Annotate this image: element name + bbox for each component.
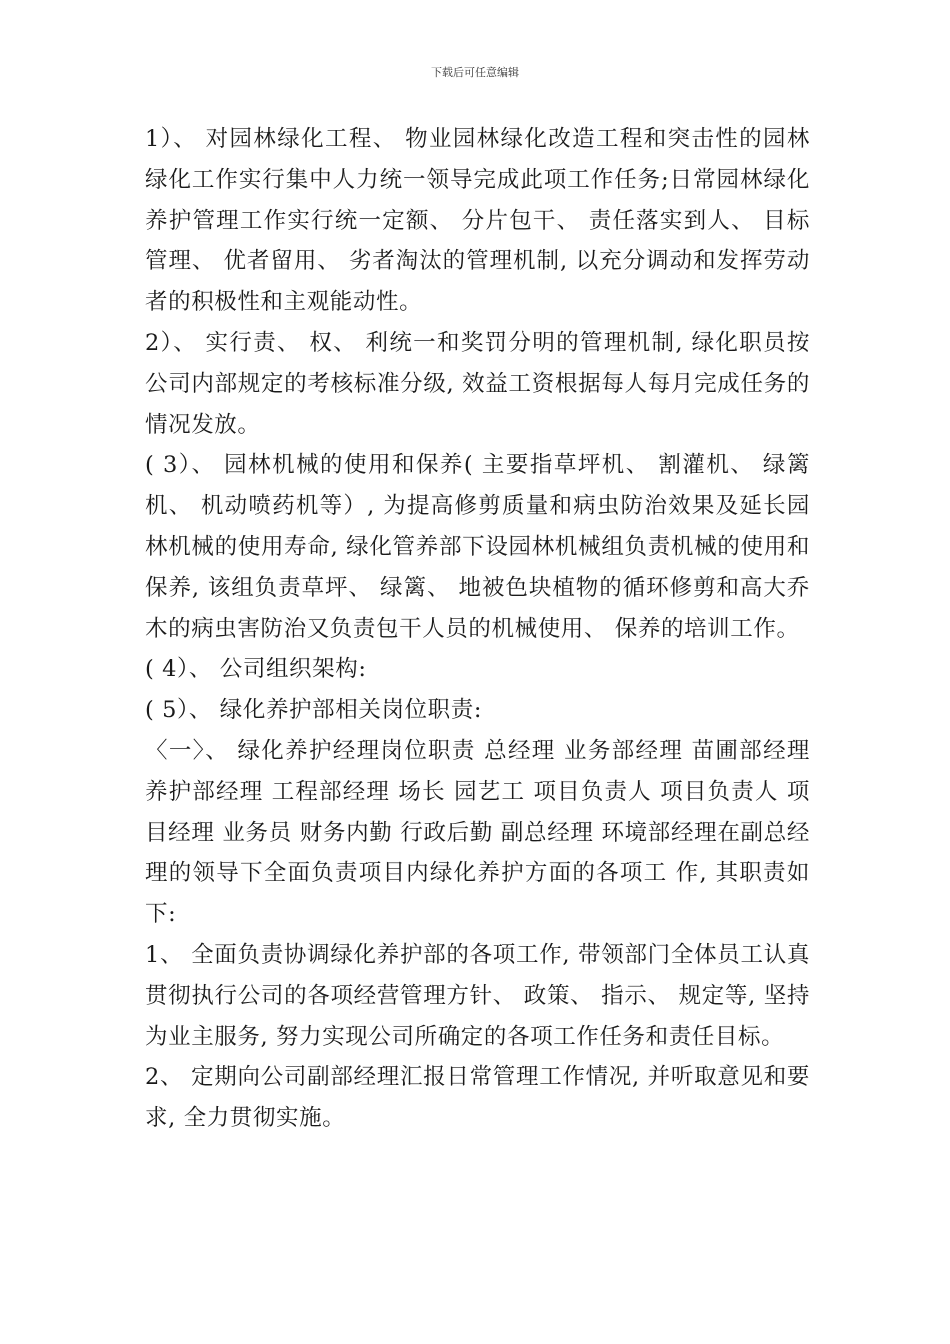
paragraph-item-6: 〈一〉、 绿化养护经理岗位职责 总经理 业务部经理 苗圃部经理 养护部经理 工程部经理 场长 园艺工 项目负责人 项目负责人 项目经理 业务员 财务内勤 行政后勤 副总经理 环境部经理在副总经理的领导下全面负责项目内绿化养护方面的各项工 作, 其职责如下: bbox=[145, 737, 810, 928]
paragraph-item-5: ( 5）、 绿化养护部相关岗位职责: bbox=[145, 697, 483, 724]
page-header: 下载后可任意编辑 bbox=[431, 66, 519, 79]
paragraph-item-8: 2、 定期向公司副部经理汇报日常管理工作情况, 并听取意见和要求, 全力贯彻实施。 bbox=[145, 1064, 810, 1132]
paragraph-item-7: 1、 全面负责协调绿化养护部的各项工作, 带领部门全体员工认真贯彻执行公司的各项经营管理方针、 政策、 指示、 规定等, 坚持为业主服务, 努力实现公司所确定的各项工作任务和责任目标。 bbox=[145, 941, 810, 1050]
document-body bbox=[145, 119, 810, 1139]
paragraph-item-4: ( 4）、 公司组织架构: bbox=[145, 656, 367, 683]
paragraph-item-1: 1）、 对园林绿化工程、 物业园林绿化改造工程和突击性的园林绿化工作实行集中人力统一领导完成此项工作任务;日常园林绿化养护管理工作实行统一定额、 分片包干、 责任落实到人、 目标管理、 优者留用、 劣者淘汰的管理机制, 以充分调动和发挥劳动者的积极性和主观能动性。 bbox=[145, 126, 810, 316]
paragraph-item-2: 2）、 实行责、 权、 利统一和奖罚分明的管理机制, 绿化职员按公司内部规定的考核标准分级, 效益工资根据每人每月完成任务的情况发放。 bbox=[145, 329, 810, 438]
paragraph-item-3: ( 3）、 园林机械的使用和保养( 主要指草坪机、 割灌机、 绿篱机、 机动喷药机等）, 为提高修剪质量和病虫防治效果及延长园林机械的使用寿命, 绿化管养部下设园林机械组负责机械的使用和保养, 该组负责草坪、 绿篱、 地被色块植物的循环修剪和高大乔木的病虫害防治又负责包干人员的机械使用、 保养的培训工作。 bbox=[145, 452, 810, 642]
